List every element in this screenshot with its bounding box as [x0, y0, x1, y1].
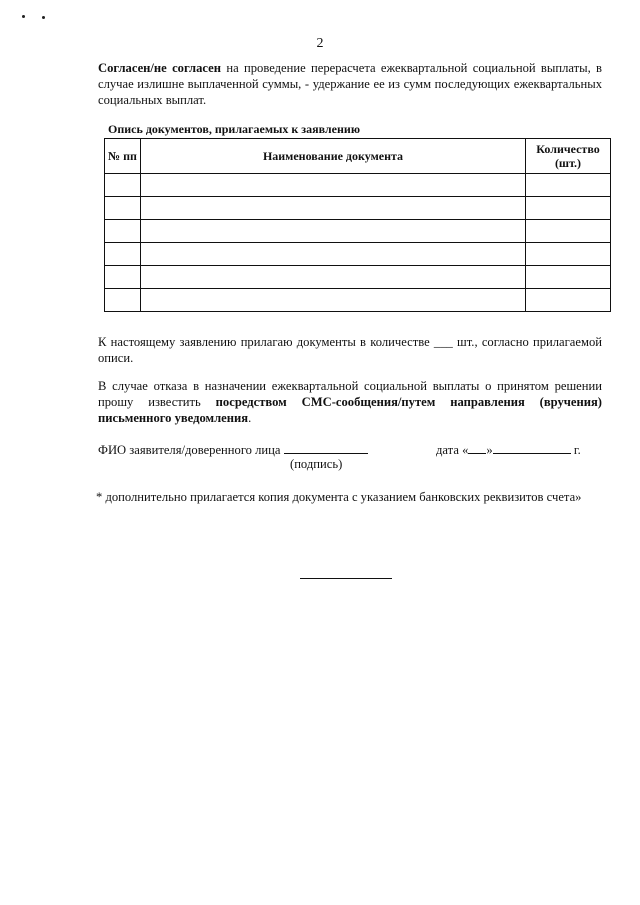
signature-blank[interactable] [284, 441, 368, 454]
consent-text: на проведение перерасчета ежеквартальной социальной выплаты, в случае излишне выплаченной суммы, - удержание ее из сумм последующих ежеквартальных социальных выплат. [98, 61, 603, 107]
table-row [105, 197, 611, 220]
cell-count[interactable] [526, 197, 611, 220]
cell-count[interactable] [526, 220, 611, 243]
table-row [105, 220, 611, 243]
cell-number[interactable] [105, 289, 141, 312]
attach-note: К настоящему заявлению прилагаю документы в количестве ___ шт., согласно прилагаемой описи. [98, 335, 602, 365]
page-number: 2 [316, 36, 324, 51]
refusal-paragraph [98, 378, 602, 426]
signature-label: ФИО заявителя/доверенного лица [98, 443, 281, 457]
header-document-name: Наименование документа [141, 139, 526, 174]
table-row [105, 174, 611, 197]
refusal-end: . [248, 411, 252, 425]
refusal-text: В случае отказа в назначении ежеквартальной социальной выплаты о принятом решении прошу известить [98, 379, 602, 409]
consent-paragraph [98, 60, 602, 108]
cell-number[interactable] [105, 266, 141, 289]
consent-bold: Согласен/не согласен [98, 61, 222, 75]
header-count: Количество (шт.) [526, 139, 611, 174]
cell-count[interactable] [526, 289, 611, 312]
date-day-blank[interactable] [468, 441, 486, 454]
date-open-quote: « [462, 443, 469, 457]
year-suffix: г. [573, 443, 581, 457]
signature-line [98, 441, 368, 458]
cell-number[interactable] [105, 243, 141, 266]
signature-caption: (подпись) [290, 457, 343, 471]
table-header-row [105, 139, 611, 174]
cell-count[interactable] [526, 243, 611, 266]
cell-document-name[interactable] [141, 289, 526, 312]
cell-document-name[interactable] [141, 174, 526, 197]
date-line [436, 441, 581, 458]
cell-count[interactable] [526, 174, 611, 197]
table-caption: Опись документов, прилагаемых к заявлению [108, 122, 360, 136]
cell-document-name[interactable] [141, 197, 526, 220]
cell-document-name[interactable] [141, 220, 526, 243]
cell-number[interactable] [105, 197, 141, 220]
scan-artifact [22, 15, 25, 18]
table-row [105, 289, 611, 312]
date-close-quote: » [486, 443, 493, 457]
date-month-year-blank[interactable] [493, 441, 571, 454]
refusal-bold: посредством СМС-сообщения/путем направления (вручения) письменного уведомления [98, 395, 602, 425]
cell-number[interactable] [105, 220, 141, 243]
scan-artifact [42, 16, 45, 19]
footnote: * дополнительно прилагается копия документа с указанием банковских реквизитов счета» [96, 490, 582, 504]
table-row [105, 266, 611, 289]
documents-table [104, 138, 611, 312]
cell-document-name[interactable] [141, 243, 526, 266]
date-label: дата [436, 443, 459, 457]
table-row [105, 243, 611, 266]
cell-number[interactable] [105, 174, 141, 197]
header-number: № пп [105, 139, 141, 174]
cell-document-name[interactable] [141, 266, 526, 289]
end-divider [300, 578, 392, 579]
cell-count[interactable] [526, 266, 611, 289]
